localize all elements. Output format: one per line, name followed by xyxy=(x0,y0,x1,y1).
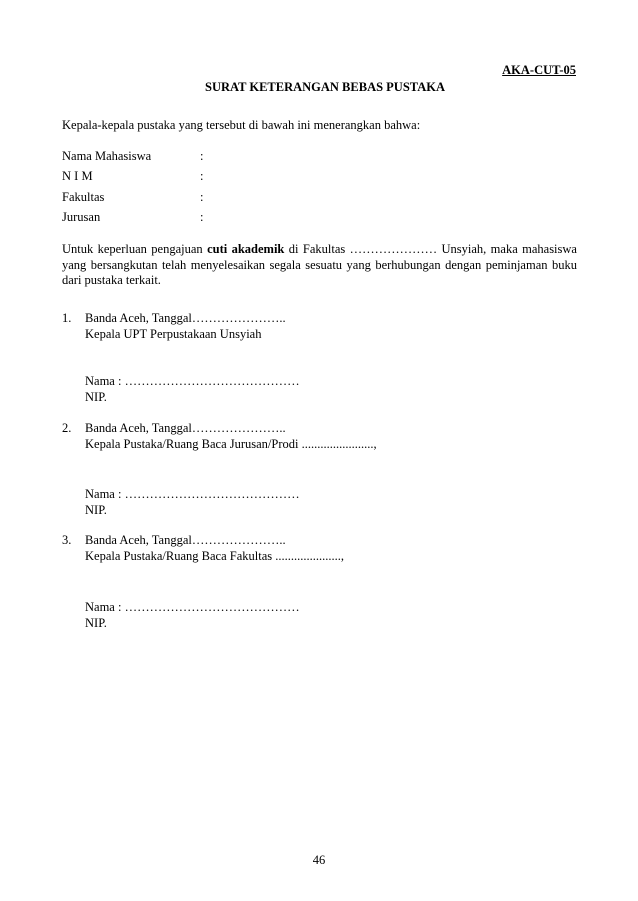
field-colon: : xyxy=(200,210,204,224)
signatory-role: Kepala UPT Perpustakaan Unsyiah xyxy=(85,327,262,341)
signatory-name-line: Nama : …………………………………… xyxy=(85,374,300,388)
signatory-number: 3. xyxy=(62,533,72,547)
signatory-number: 2. xyxy=(62,421,72,435)
signatory-number: 1. xyxy=(62,311,72,325)
statement-paragraph xyxy=(62,242,577,289)
field-colon: : xyxy=(200,169,204,183)
field-label-nim: N I M xyxy=(62,169,93,183)
paragraph-text: di Fakultas ………………… Unsyiah, maka mahasiswa yang bersangkutan telah menyelesaikan segala sesuatu yang berhubungan dengan peminjaman buku dari pustaka terkait. xyxy=(62,242,577,287)
signatory-nip: NIP. xyxy=(85,503,107,517)
signatory-date-line: Banda Aceh, Tanggal………………….. xyxy=(85,421,286,435)
page-number: 46 xyxy=(312,853,326,867)
signatory-role: Kepala Pustaka/Ruang Baca Jurusan/Prodi ......................., xyxy=(85,437,377,451)
field-label-department: Jurusan xyxy=(62,210,101,224)
document-title: SURAT KETERANGAN BEBAS PUSTAKA xyxy=(205,80,445,94)
intro-text: Kepala-kepala pustaka yang tersebut di bawah ini menerangkan bahwa: xyxy=(62,118,421,132)
signatory-date-line: Banda Aceh, Tanggal………………….. xyxy=(85,311,286,325)
signatory-role: Kepala Pustaka/Ruang Baca Fakultas ....................., xyxy=(85,549,344,563)
field-label-name: Nama Mahasiswa xyxy=(62,149,152,163)
field-colon: : xyxy=(200,149,204,163)
document-code: AKA-CUT-05 xyxy=(502,63,576,77)
signatory-name-line: Nama : …………………………………… xyxy=(85,600,300,614)
signatory-nip: NIP. xyxy=(85,390,107,404)
field-label-faculty: Fakultas xyxy=(62,190,105,204)
paragraph-text: Untuk keperluan pengajuan xyxy=(62,242,208,256)
signatory-nip: NIP. xyxy=(85,616,107,630)
field-colon: : xyxy=(200,190,204,204)
signatory-date-line: Banda Aceh, Tanggal………………….. xyxy=(85,533,286,547)
signatory-name-line: Nama : …………………………………… xyxy=(85,487,300,501)
paragraph-emphasis: cuti akademik xyxy=(207,242,285,256)
